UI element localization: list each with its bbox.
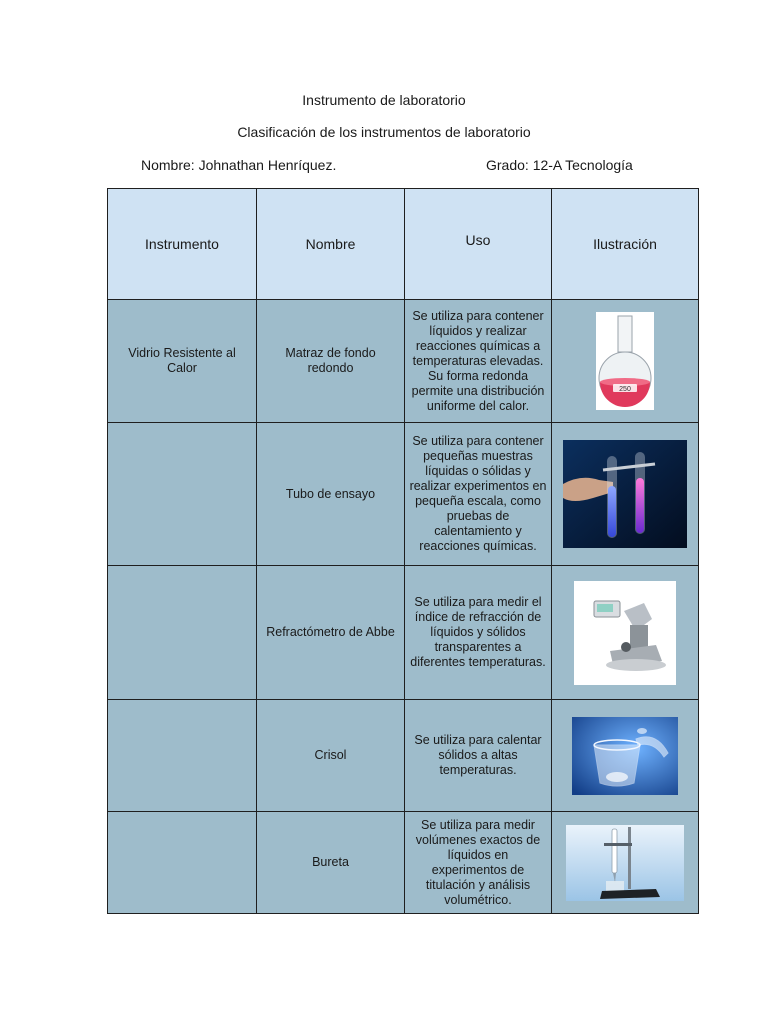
cell-uso: Se utiliza para medir el índice de refracción de líquidos y sólidos transparentes a diferentes temperaturas. xyxy=(405,566,552,700)
cell-ilustracion xyxy=(552,812,699,914)
student-grade: Grado: 12-A Tecnología xyxy=(486,157,633,173)
cell-nombre: Bureta xyxy=(257,812,405,914)
table-row xyxy=(108,300,699,423)
document-title: Instrumento de laboratorio xyxy=(302,92,466,108)
abbe-refractometer-image xyxy=(574,581,676,685)
cell-ilustracion xyxy=(552,423,699,566)
cell-nombre: Crisol xyxy=(257,700,405,812)
document-subtitle: Clasificación de los instrumentos de laboratorio xyxy=(237,124,531,140)
header-ilustracion: Ilustración xyxy=(552,189,699,300)
table-row xyxy=(108,423,699,566)
flask-label-text: 250 xyxy=(619,386,631,393)
cell-uso: Se utiliza para calentar sólidos a altas temperaturas. xyxy=(405,700,552,812)
table-row xyxy=(108,812,699,914)
table-row xyxy=(108,700,699,812)
crucible-image xyxy=(572,717,678,795)
header-instrumento: Instrumento xyxy=(108,189,257,300)
cell-instrumento xyxy=(108,566,257,700)
student-name: Nombre: Johnathan Henríquez. xyxy=(141,157,337,173)
cell-ilustracion xyxy=(552,700,699,812)
test-tubes-image xyxy=(563,440,687,548)
table-row xyxy=(108,566,699,700)
cell-nombre: Refractómetro de Abbe xyxy=(257,566,405,700)
cell-ilustracion xyxy=(552,300,699,423)
round-bottom-flask-image xyxy=(596,312,654,410)
cell-instrumento xyxy=(108,700,257,812)
burette-image xyxy=(566,825,684,901)
cell-uso: Se utiliza para medir volúmenes exactos de líquidos en experimentos de titulación y análisis volumétrico. xyxy=(405,812,552,914)
cell-instrumento xyxy=(108,423,257,566)
cell-nombre: Tubo de ensayo xyxy=(257,423,405,566)
cell-uso: Se utiliza para contener líquidos y realizar reacciones químicas a temperaturas elevadas. Su forma redonda permite una distribución uniforme del calor. xyxy=(405,300,552,423)
header-uso: Uso xyxy=(405,189,552,300)
cell-nombre: Matraz de fondo redondo xyxy=(257,300,405,423)
header-nombre: Nombre xyxy=(257,189,405,300)
table-header-row xyxy=(108,189,699,300)
cell-instrumento: Vidrio Resistente al Calor xyxy=(108,300,257,423)
instruments-table xyxy=(107,188,699,914)
cell-uso: Se utiliza para contener pequeñas muestras líquidas o sólidas y realizar experimentos en pequeña escala, como pruebas de calentamiento y reacciones químicas. xyxy=(405,423,552,566)
cell-ilustracion xyxy=(552,566,699,700)
cell-instrumento xyxy=(108,812,257,914)
